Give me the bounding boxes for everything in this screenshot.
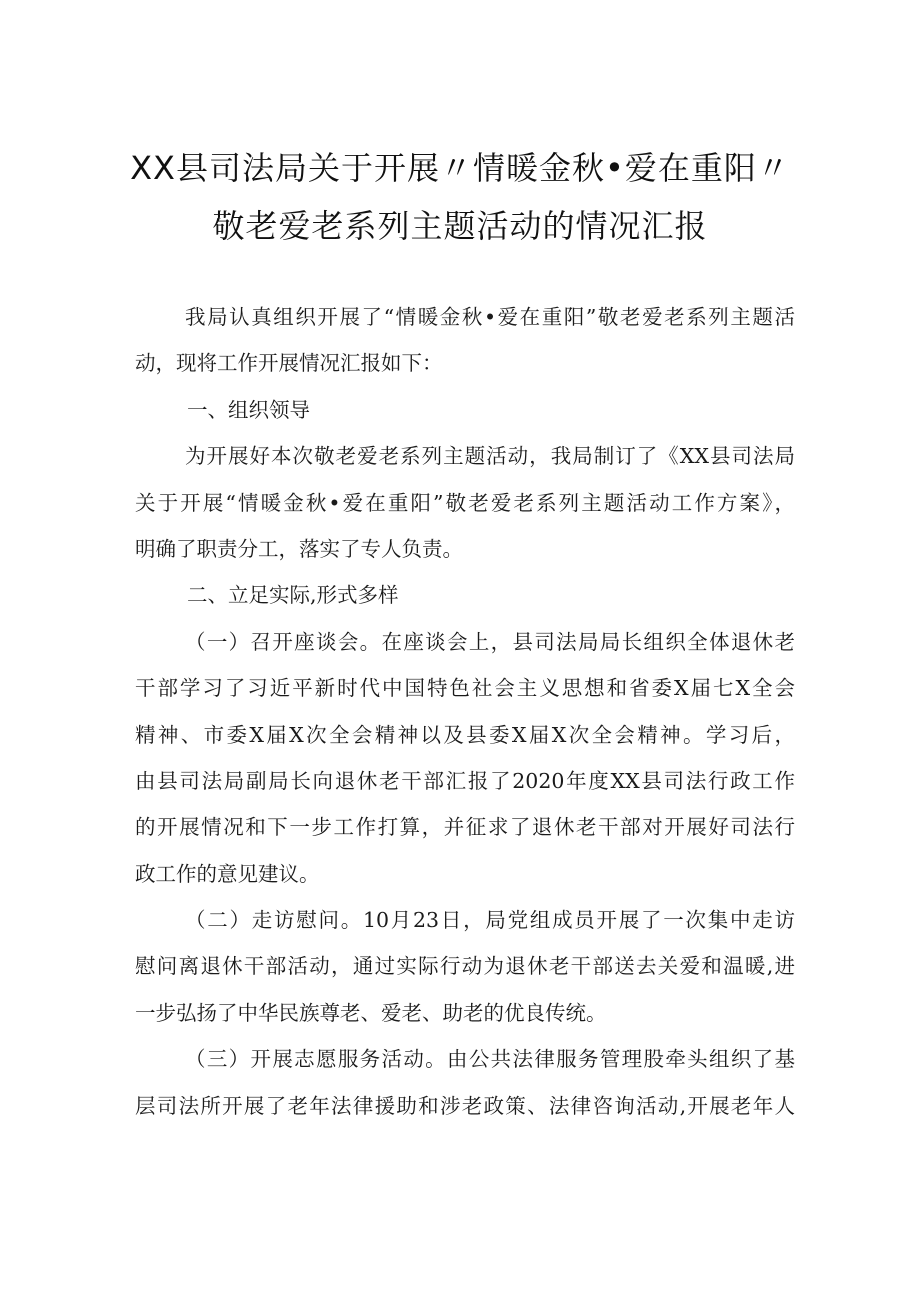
paragraph-line: （一）召开座谈会。在座谈会上，县司法局局长组织全体退休老	[185, 629, 795, 654]
paragraph-line: 为开展好本次敬老爱老系列主题活动，我局制订了《XX县司法局	[185, 444, 795, 469]
paragraph-line: 层司法所开展了老年法律援助和涉老政策、法律咨询活动,开展老年人	[135, 1093, 795, 1118]
paragraph-line: （二）走访慰问。10月23日，局党组成员开展了一次集中走访	[185, 908, 795, 933]
paragraph-line: 精神、市委X届X次全会精神以及县委X届X次全会精神。学习后，	[135, 722, 795, 747]
paragraph-line: 由县司法局副局长向退休老干部汇报了2020年度XX县司法行政工作	[135, 768, 795, 793]
section-heading-2: 二、立足实际,形式多样	[187, 583, 399, 608]
paragraph-line: 干部学习了习近平新时代中国特色社会主义思想和省委X届七X全会	[135, 676, 795, 701]
paragraph-line: 慰问离退休干部活动，通过实际行动为退休老干部送去关爱和温暖,进	[135, 954, 795, 979]
paragraph-line: 明确了职责分工，落实了专人负责。	[135, 536, 463, 561]
document-title-line-1: XX县司法局关于开展〃情暖金秋•爱在重阳〃	[130, 149, 790, 187]
paragraph-line: 一步弘扬了中华民族尊老、爱老、助老的优良传统。	[135, 1000, 607, 1025]
document-title-line-2: 敬老爱老系列主题活动的情况汇报	[212, 207, 708, 245]
intro-line: 动，现将工作开展情况汇报如下：	[135, 351, 443, 376]
paragraph-line: 政工作的意见建议。	[135, 861, 320, 886]
intro-line: 我局认真组织开展了“情暖金秋•爱在重阳”敬老爱老系列主题活	[185, 305, 795, 329]
paragraph-line: 关于开展“情暖金秋•爱在重阳”敬老爱老系列主题活动工作方案》，	[135, 490, 795, 515]
paragraph-line: （三）开展志愿服务活动。由公共法律服务管理股牵头组织了基	[185, 1047, 795, 1072]
section-heading-1: 一、组织领导	[187, 397, 310, 422]
paragraph-line: 的开展情况和下一步工作打算，并征求了退休老干部对开展好司法行	[135, 815, 795, 840]
document-body	[135, 294, 795, 1129]
